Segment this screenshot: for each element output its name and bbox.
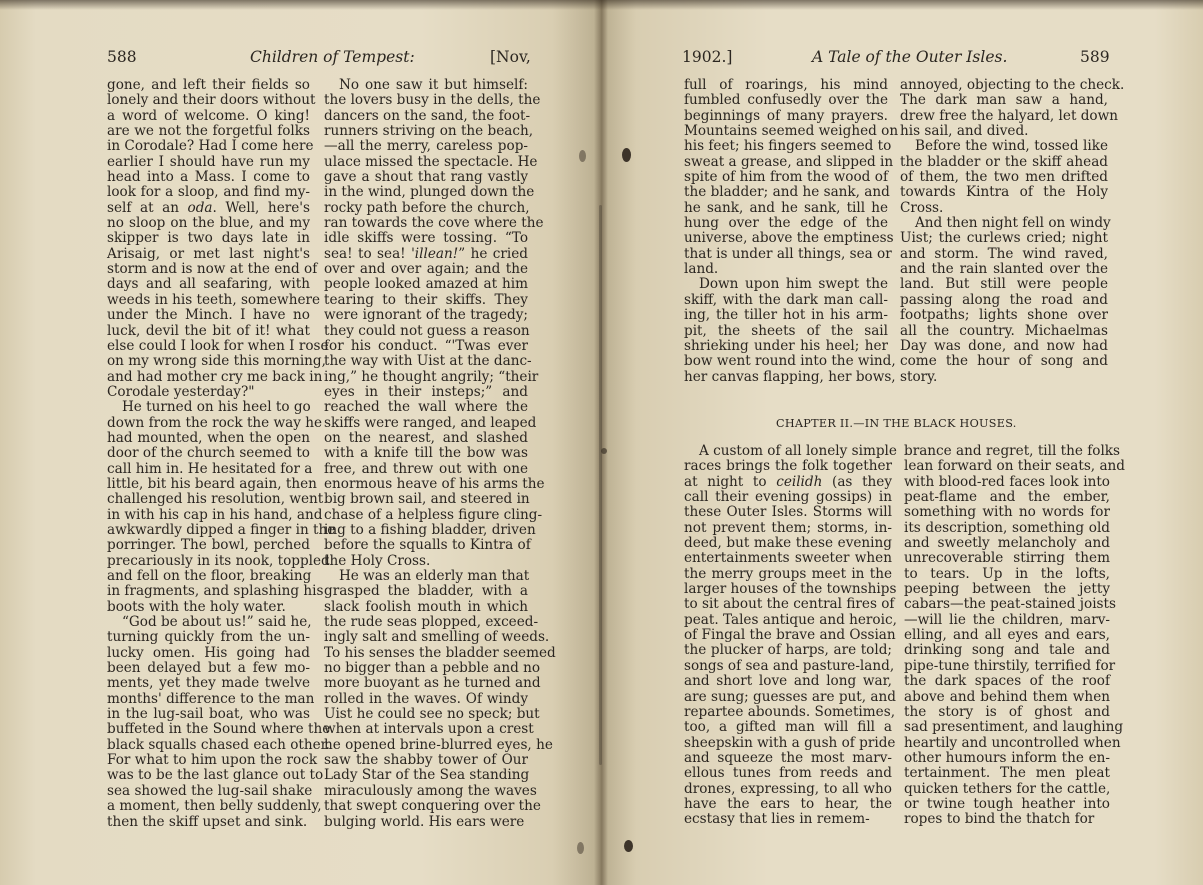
text-line: come the hour of song and bbox=[900, 353, 1108, 370]
text-line: porringer. The bowl, perched bbox=[107, 537, 310, 554]
text-line: songs of sea and pasture-land, bbox=[684, 657, 895, 674]
text-line: something with no words for bbox=[904, 504, 1110, 521]
text-line: the Holy Cross. bbox=[324, 552, 431, 569]
text-line: the way with Uist at the danc- bbox=[324, 353, 532, 370]
text-line: A custom of all lonely simple bbox=[698, 443, 897, 459]
text-line: races brings the folk together bbox=[684, 458, 892, 475]
text-line: big brown sail, and steered in bbox=[324, 491, 530, 508]
text-line: deed, but make these evening bbox=[684, 535, 892, 552]
text-line: the bladder or the skiff ahead bbox=[900, 153, 1108, 170]
page-top-shadow bbox=[0, 0, 1203, 10]
text-line: black squalls chased each other. bbox=[107, 736, 330, 753]
right-page bbox=[600, 0, 1203, 885]
text-line: turning quickly from the un- bbox=[107, 629, 310, 646]
text-line: call their evening gossips) in bbox=[684, 489, 892, 506]
text-line: rolled in the waves. Of windy bbox=[324, 690, 528, 707]
text-line: awkwardly dipped a finger in the bbox=[107, 521, 336, 538]
text-line: challenged his resolution, went bbox=[107, 491, 324, 508]
text-line: no bigger than a pebble and no bbox=[324, 660, 541, 677]
text-line: Down upon him swept the bbox=[698, 276, 888, 293]
text-line: ing, the tiller hot in his arm- bbox=[684, 307, 888, 324]
text-line: ropes to bind the thatch for bbox=[904, 811, 1095, 828]
text-line: precariously in its nook, toppled bbox=[107, 552, 330, 569]
page-number-left: 588 bbox=[107, 48, 137, 66]
text-line: and fell on the floor, breaking bbox=[107, 568, 312, 584]
text-line: Mountains seemed weighed on bbox=[684, 123, 899, 140]
text-line: ulace missed the spectacle. He bbox=[324, 153, 538, 170]
text-line: and had mother cry me back in bbox=[107, 368, 323, 385]
text-line: entertainments sweeter when bbox=[684, 550, 892, 567]
text-line: in the wind, plunged down the bbox=[324, 184, 535, 201]
text-line: over and over again; and the bbox=[324, 261, 528, 278]
text-line: his sail, and dived. bbox=[900, 123, 1029, 140]
text-line: more buoyant as he turned and bbox=[324, 675, 541, 692]
text-line: of them, the two men drifted bbox=[900, 169, 1108, 186]
text-line: before the squalls to Kintra of bbox=[324, 537, 531, 554]
text-line: no sloop on the blue, and my bbox=[107, 215, 310, 232]
text-line: a moment, then belly suddenly, bbox=[107, 798, 322, 815]
text-line: lucky omen. His going had bbox=[107, 644, 310, 661]
text-line: and sweetly melancholy and bbox=[904, 535, 1110, 552]
text-line: for his conduct. “'Twas ever bbox=[324, 337, 528, 354]
text-line: that swept conquering over the bbox=[324, 798, 541, 815]
text-line: annoyed, objecting to the check. bbox=[900, 77, 1125, 93]
binding-stitch bbox=[601, 448, 607, 454]
text-line: —all the merry, careless pop- bbox=[324, 138, 528, 155]
text-line: fumbled confusedly over the bbox=[684, 92, 888, 109]
text-line: are we not the forgetful folks bbox=[107, 123, 310, 140]
right-column-2 bbox=[900, 77, 1125, 385]
text-line: eyes in their insteps;” and bbox=[324, 383, 528, 400]
text-line: a word of welcome. O king! bbox=[107, 107, 310, 124]
text-line: when at intervals upon a crest bbox=[324, 721, 534, 738]
text-line: tertainment. The men pleat bbox=[904, 765, 1110, 782]
text-line: and short love and long war, bbox=[684, 673, 892, 690]
text-line: else could I look for when I rose bbox=[107, 337, 329, 354]
text-line: he opened brine-blurred eyes, he bbox=[324, 736, 553, 753]
text-line: gone, and left their fields so bbox=[107, 77, 310, 93]
text-line: Before the wind, tossed like bbox=[914, 138, 1108, 155]
text-line: the bladder; and he sank, and bbox=[684, 184, 890, 201]
text-line: storm and is now at the end of bbox=[107, 261, 318, 278]
text-line: tearing to their skiffs. They bbox=[324, 291, 528, 308]
text-line: chase of a helpless figure cling- bbox=[324, 506, 543, 523]
running-title-left: Children of Tempest: bbox=[250, 48, 415, 66]
text-line: and the rain slanted over the bbox=[900, 261, 1108, 278]
text-line: with blood-red faces look into bbox=[904, 473, 1110, 490]
text-line: towards Kintra of the Holy bbox=[900, 184, 1108, 201]
binding-stitch bbox=[577, 842, 584, 854]
text-line: passing along the road and bbox=[900, 291, 1108, 308]
text-line: hung over the edge of the bbox=[684, 215, 888, 232]
text-line: land. But still were people bbox=[900, 276, 1108, 293]
text-line: Corodale yesterday?" bbox=[107, 383, 255, 400]
text-line: ing,” he thought angrily; “their bbox=[324, 368, 539, 385]
binding-stitch bbox=[624, 840, 633, 852]
text-line: he sank, and he sank, till he bbox=[684, 199, 888, 216]
text-line: in with his cap in his hand, and bbox=[107, 506, 323, 523]
text-line: ellous tunes from reeds and bbox=[684, 765, 892, 782]
text-line: or twine tough heather into bbox=[904, 795, 1110, 812]
text-line: spite of him from the wood of bbox=[684, 169, 888, 186]
text-line: reached the wall where the bbox=[324, 399, 528, 416]
text-line: boots with the holy water. bbox=[107, 598, 286, 615]
text-line: idle skiffs were tossing. “To bbox=[324, 230, 528, 247]
text-line: sheepskin with a gush of pride bbox=[684, 734, 896, 751]
text-line: gave a shout that rang vastly bbox=[324, 169, 528, 186]
chapter-heading: CHAPTER II.—IN THE BLACK HOUSES. bbox=[776, 417, 1017, 430]
text-line: on the nearest, and slashed bbox=[324, 429, 528, 446]
text-line: lonely and their doors without bbox=[107, 92, 316, 109]
text-line: have the ears to hear, the bbox=[684, 795, 892, 812]
text-line: heartily and uncontrolled when bbox=[904, 734, 1121, 751]
text-line: land. bbox=[684, 261, 719, 278]
text-line: above and behind them when bbox=[904, 688, 1110, 705]
text-line: beginnings of many prayers. bbox=[684, 107, 888, 124]
text-line: pit, the sheets of the sail bbox=[684, 322, 888, 339]
text-line: to sit about the central fires of bbox=[684, 596, 895, 613]
text-line: of Fingal the brave and Ossian bbox=[684, 627, 896, 644]
text-line: months' difference to the man bbox=[107, 690, 315, 707]
text-line: in fragments, and splashing his bbox=[107, 583, 324, 600]
text-line: buffeted in the Sound where the bbox=[107, 721, 331, 738]
left-column-2 bbox=[324, 77, 556, 830]
text-line: at night to ceilidh (as they bbox=[684, 473, 893, 490]
text-line: in the lug-sail boat, who was bbox=[107, 706, 310, 723]
text-line: and storm. The wind raved, bbox=[900, 245, 1108, 262]
text-line: Uist he could see no speck; but bbox=[324, 706, 540, 723]
text-line: were ignorant of the tragedy; bbox=[324, 307, 528, 324]
binding-thread bbox=[599, 205, 602, 765]
text-line: drew free the halyard, let down bbox=[900, 107, 1119, 124]
text-line: sad presentiment, and laughing bbox=[904, 719, 1124, 736]
text-line: He turned on his heel to go bbox=[121, 399, 311, 416]
text-line: The dark man saw a hand, bbox=[900, 92, 1108, 109]
left-column-1 bbox=[107, 77, 336, 830]
text-line: skipper is two days late in bbox=[107, 230, 310, 247]
text-line: sea showed the lug-sail shake bbox=[107, 782, 313, 799]
text-line: ments, yet they made twelve bbox=[107, 675, 310, 692]
text-line: skiffs were ranged, and leaped bbox=[324, 414, 537, 431]
text-line: enormous heave of his arms the bbox=[324, 475, 545, 492]
text-line: on my wrong side this morning, bbox=[107, 353, 326, 370]
text-line: slack foolish mouth in which bbox=[324, 598, 528, 615]
text-line: luck, devil the bit of it! what bbox=[107, 322, 310, 339]
text-line: too, a gifted man will fill a bbox=[684, 719, 892, 736]
text-line: repartee abounds. Sometimes, bbox=[684, 703, 896, 720]
text-line: and squeeze the most marv- bbox=[684, 749, 892, 766]
text-line: ing to a fishing bladder, driven bbox=[324, 521, 536, 538]
text-line: saw the shabby tower of Our bbox=[324, 752, 528, 769]
text-line: dancers on the sand, the foot- bbox=[324, 107, 531, 124]
text-line: was to be the last glance out to bbox=[107, 767, 324, 784]
text-line: peat-flame and the ember, bbox=[904, 489, 1110, 506]
text-line: that is under all things, sea or bbox=[684, 245, 892, 262]
text-line: Uist; the curlews cried; night bbox=[900, 230, 1108, 247]
text-line: elling, and all eyes and ears, bbox=[904, 627, 1110, 644]
text-line: sweat a grease, and slipped in bbox=[684, 153, 894, 170]
text-line: are sung; guesses are put, and bbox=[684, 688, 896, 705]
text-line: runners striving on the beach, bbox=[324, 123, 534, 140]
text-line: all the country. Michaelmas bbox=[900, 322, 1108, 339]
text-line: his feet; his fingers seemed to bbox=[684, 138, 892, 155]
text-line: rocky path before the church, bbox=[324, 199, 530, 216]
text-line: weeds in his teeth, somewhere bbox=[107, 291, 321, 308]
text-line: days and all seafaring, with bbox=[107, 276, 310, 293]
text-line: these Outer Isles. Storms will bbox=[684, 504, 892, 521]
text-line: the dark spaces of the roof bbox=[904, 673, 1110, 690]
text-line: ingly salt and smelling of weeds. bbox=[324, 629, 550, 646]
binding-stitch bbox=[579, 150, 586, 162]
text-line: miraculously among the waves bbox=[324, 782, 537, 799]
running-date-left: [Nov, bbox=[490, 48, 531, 66]
text-line: the rude seas plopped, exceed- bbox=[324, 614, 539, 631]
text-line: pipe-tune thirstily, terrified for bbox=[904, 657, 1116, 674]
text-line: universe, above the emptiness bbox=[684, 230, 894, 247]
text-line: to tears. Up in the lofts, bbox=[904, 565, 1110, 582]
text-line: peat. Tales antique and heroic, bbox=[684, 611, 897, 628]
text-line: then the skiff upset and sink. bbox=[107, 813, 308, 830]
text-line: And then night fell on windy bbox=[914, 215, 1111, 232]
text-line: sea! to sea! 'illean!” he cried bbox=[324, 245, 528, 262]
right-column-1 bbox=[684, 77, 899, 385]
text-line: drones, expressing, to all who bbox=[684, 780, 892, 797]
page-number-right: 589 bbox=[1080, 48, 1110, 66]
binding-stitch bbox=[622, 148, 631, 162]
text-line: head into a Mass. I come to bbox=[107, 169, 310, 186]
text-line: bulging world. His ears were bbox=[324, 813, 525, 830]
text-line: other humours inform the en- bbox=[904, 749, 1110, 766]
text-line: ecstasy that lies in remem- bbox=[684, 811, 870, 828]
text-line: her canvas flapping, her bows, bbox=[684, 368, 896, 385]
text-line: door of the church seemed to bbox=[107, 445, 310, 462]
text-line: its description, something old bbox=[904, 519, 1110, 536]
text-line: —will lie the children, marv- bbox=[904, 611, 1110, 628]
running-title-right: A Tale of the Outer Isles. bbox=[812, 48, 1008, 66]
text-line: Day was done, and now had bbox=[900, 337, 1108, 354]
running-date-right: 1902.] bbox=[682, 48, 733, 66]
text-line: people looked amazed at him bbox=[324, 276, 528, 293]
text-line: had mounted, when the open bbox=[107, 429, 310, 446]
left-page bbox=[0, 0, 600, 885]
text-line: full of roarings, his mind bbox=[684, 77, 888, 93]
text-line: bow went round into the wind, bbox=[684, 353, 896, 370]
text-line: they could not guess a reason bbox=[324, 322, 530, 339]
text-line: the story is of ghost and bbox=[904, 703, 1110, 720]
text-line: the lovers busy in the dells, the bbox=[324, 92, 541, 109]
text-line: shrieking under his heel; her bbox=[684, 337, 888, 354]
text-line: in Corodale? Had I come here bbox=[107, 138, 314, 155]
text-line: drinking song and tale and bbox=[904, 642, 1110, 659]
text-line: self at an oda. Well, here's bbox=[107, 199, 310, 216]
text-line: been delayed but a few mo- bbox=[107, 660, 310, 677]
text-line: footpaths; lights shone over bbox=[900, 307, 1108, 324]
text-line: earlier I should have run my bbox=[107, 153, 310, 170]
text-line: quicken tethers for the cattle, bbox=[904, 780, 1111, 797]
text-line: “God be about us!” said he, bbox=[121, 614, 312, 631]
text-line: lean forward on their seats, and bbox=[904, 458, 1126, 475]
text-line: Cross. bbox=[900, 199, 944, 216]
text-line: little, bit his beard again, then bbox=[107, 475, 317, 492]
text-line: story. bbox=[900, 368, 938, 385]
text-line: the plucker of harps, are told; bbox=[684, 642, 892, 659]
text-line: grasped the bladder, with a bbox=[324, 583, 528, 600]
text-line: skiff, with the dark man call- bbox=[684, 291, 888, 308]
text-line: unrecoverable stirring them bbox=[904, 550, 1110, 567]
text-line: No one saw it but himself: bbox=[338, 77, 528, 93]
text-line: He was an elderly man that bbox=[338, 568, 530, 584]
text-line: free, and threw out with one bbox=[324, 460, 528, 477]
text-line: cabars—the peat-stained joists bbox=[904, 596, 1116, 613]
text-line: call him in. He hesitated for a bbox=[107, 460, 313, 477]
text-line: Lady Star of the Sea standing bbox=[324, 767, 530, 784]
text-line: Arisaig, or met last night's bbox=[107, 245, 310, 262]
text-line: peeping between the jetty bbox=[904, 581, 1110, 598]
text-line: brance and regret, till the folks bbox=[904, 443, 1120, 459]
text-line: To his senses the bladder seemed bbox=[324, 644, 556, 661]
right-column-3 bbox=[684, 443, 897, 828]
text-line: not prevent them; storms, in- bbox=[684, 519, 892, 536]
text-line: the merry groups meet in the bbox=[684, 565, 892, 582]
right-column-4 bbox=[904, 443, 1126, 828]
text-line: For what to him upon the rock bbox=[107, 752, 318, 769]
text-line: ran towards the cove where the bbox=[324, 215, 544, 232]
text-line: with a knife till the bow was bbox=[324, 445, 528, 462]
text-line: larger houses of the townships bbox=[684, 581, 897, 598]
text-line: under the Minch. I have no bbox=[107, 307, 310, 324]
text-line: look for a sloop, and find my- bbox=[107, 184, 310, 201]
text-line: down from the rock the way he bbox=[107, 414, 323, 431]
